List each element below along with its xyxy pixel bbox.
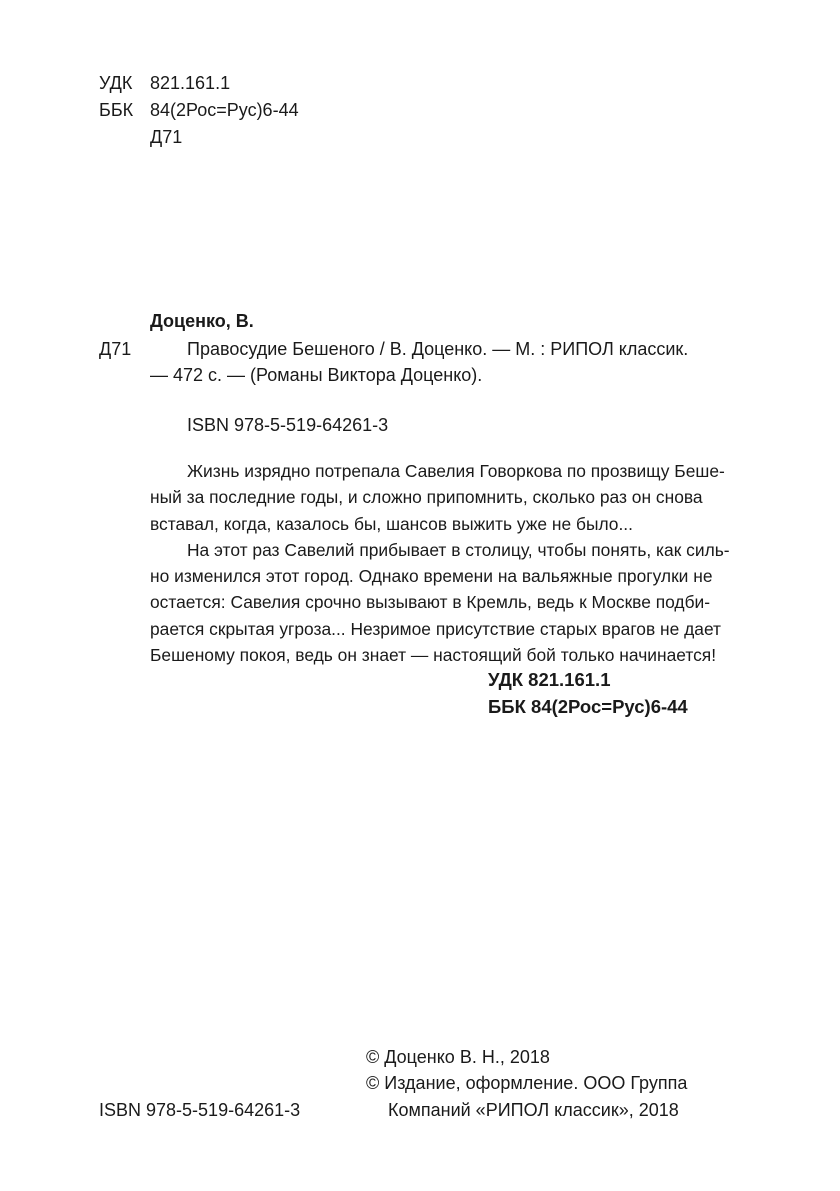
bold-bbk: ББК 84(2Рос=Рус)6-44 (488, 696, 688, 717)
title-statement-continued: — 472 с. — (Романы Виктора Доценко). (150, 365, 483, 385)
annotation-line: остается: Савелия срочно вызывают в Кремль, ведь к Москве подби- (150, 592, 711, 613)
annotation-line: Бешеному покоя, ведь он знает — настоящий бой только начинается! (150, 645, 717, 666)
udk-label: УДК (99, 73, 133, 93)
copyright-author: © Доценко В. Н., 2018 (366, 1047, 550, 1067)
annotation-line: ный за последние годы, и сложно припомнить, сколько раз он снова (150, 487, 703, 508)
author-heading: Доценко, В. (150, 311, 254, 331)
footer-isbn: ISBN 978-5-519-64261-3 (99, 1100, 301, 1120)
bbk-label: ББК (99, 100, 134, 120)
copyright-publisher: © Издание, оформление. ООО Группа (366, 1073, 688, 1093)
annotation-line: рается скрытая угроза... Незримое присутствие старых врагов не дает (150, 618, 722, 639)
annotation-line: На этот раз Савелий прибывает в столицу, чтобы понять, как силь- (187, 539, 730, 560)
record-isbn: ISBN 978-5-519-64261-3 (187, 415, 389, 435)
title-statement: Правосудие Бешеного / В. Доценко. — М. : РИПОЛ классик. (187, 339, 689, 359)
record-cutter: Д71 (99, 339, 132, 359)
bold-udk: УДК 821.161.1 (488, 669, 611, 690)
annotation-line: вставал, когда, казалось бы, шансов выжить уже не было... (150, 513, 633, 534)
annotation-line: Жизнь изрядно потрепала Савелия Говоркова по прозвищу Беше- (187, 461, 725, 481)
copyright-publisher-continued: Компаний «РИПОЛ классик», 2018 (388, 1100, 679, 1120)
bbk-value: 84(2Рос=Рус)6-44 (150, 100, 299, 120)
annotation (150, 458, 730, 668)
udk-value: 821.161.1 (150, 73, 231, 93)
annotation-line: но изменился этот город. Однако времени на вальяжные прогулки не (150, 566, 713, 587)
cutter-code: Д71 (150, 127, 183, 147)
